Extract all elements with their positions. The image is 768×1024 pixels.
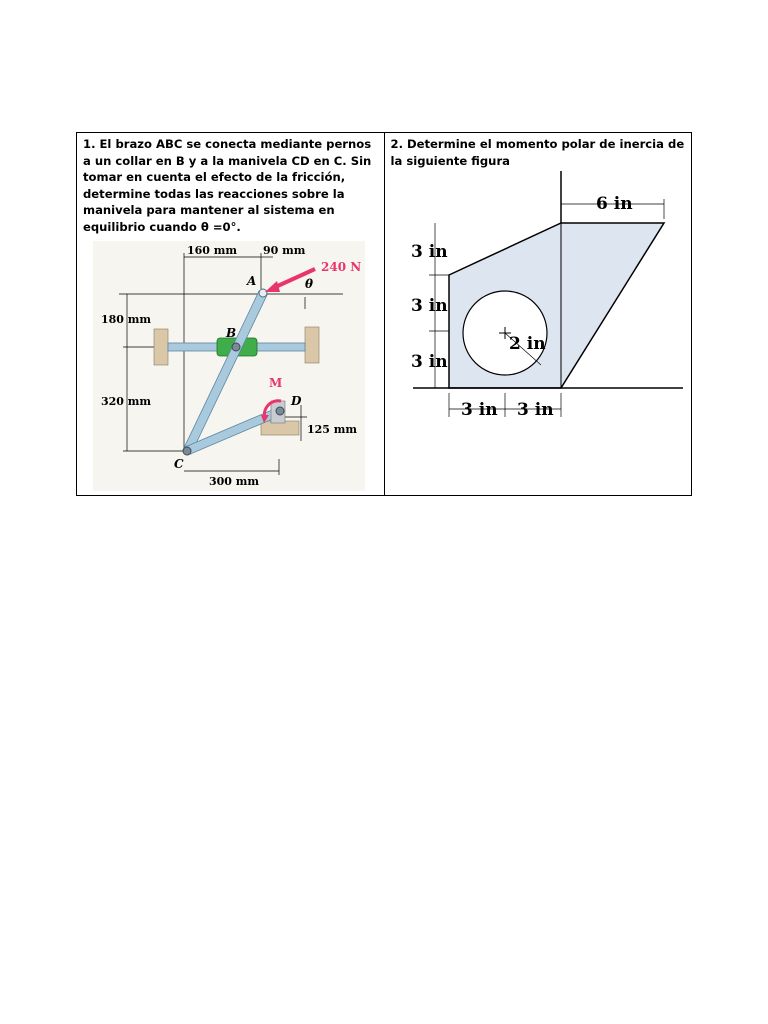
problem-2-cell [384, 133, 692, 496]
problem-table [76, 132, 692, 496]
moment-label: M [269, 376, 283, 390]
right-wall-support [305, 327, 319, 363]
dim-6in: 6 in [595, 194, 633, 214]
dim-160: 160 mm [187, 244, 238, 257]
pin-d [276, 407, 284, 415]
dim-3in-bot: 3 in [410, 352, 448, 372]
label-c: C [174, 457, 184, 471]
force-label: 240 N [321, 260, 362, 274]
label-b: B [226, 326, 237, 340]
problem-1-text: 1. El brazo ABC se conecta mediante pernos a un collar en B y a la manivela CD en C. Sin tomar en cuenta el efecto de la fricción, determine todas las reacciones sobre la manivela para mantener al sistema en equilibrio cuando θ =0°. [83, 137, 372, 234]
dim-320: 320 mm [101, 395, 152, 408]
problem-2-text: 2. Determine el momento polar de inercia de la siguiente figura [390, 137, 685, 168]
dim-125: 125 mm [307, 423, 358, 436]
problem-1-cell [77, 133, 385, 496]
dim-3in-left: 3 in [460, 400, 498, 420]
problem-row [77, 133, 692, 496]
problem-2-figure [391, 171, 691, 441]
pin-a [259, 289, 267, 297]
dim-180: 180 mm [101, 313, 152, 326]
pin-b [232, 343, 240, 351]
left-wall-support [154, 329, 168, 365]
dim-radius: 2 in [508, 334, 546, 354]
dim-3in-mid: 3 in [410, 296, 448, 316]
label-a: A [247, 274, 257, 288]
pin-c [183, 447, 191, 455]
angle-label: θ [305, 277, 314, 291]
dim-3in-right: 3 in [516, 400, 554, 420]
dim-3in-top: 3 in [410, 242, 448, 262]
dim-300: 300 mm [209, 475, 260, 488]
label-d: D [291, 394, 302, 408]
problem-1-figure [83, 241, 362, 488]
dim-90: 90 mm [263, 244, 306, 257]
